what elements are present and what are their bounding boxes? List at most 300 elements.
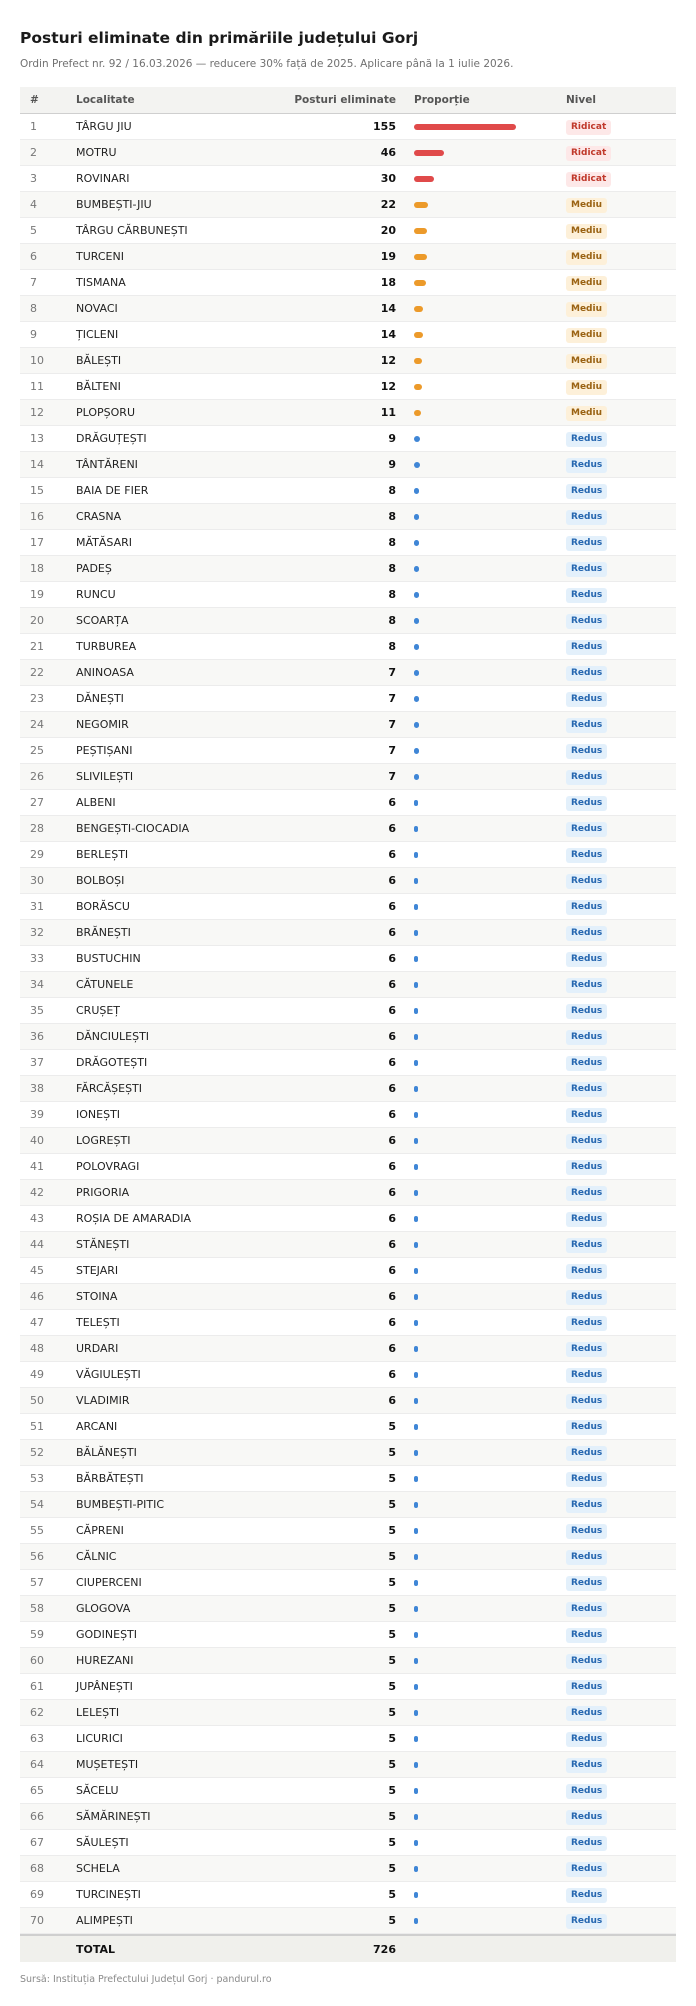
table-row: [20, 1206, 676, 1232]
table-row: [20, 894, 676, 920]
row-level: [566, 353, 676, 369]
page-title: Posturi eliminate din primăriile județului Gorj: [20, 29, 419, 47]
row-posts: 6: [388, 1030, 396, 1043]
table-row: [20, 426, 676, 452]
row-index: 41: [30, 1160, 44, 1173]
row-level: [566, 1393, 676, 1409]
proportion-bar: [414, 1788, 418, 1794]
level-badge: Redus: [566, 1420, 607, 1435]
row-proportion: [400, 1242, 566, 1248]
row-index: 31: [30, 900, 44, 913]
row-level: [566, 275, 676, 291]
row-index: 8: [30, 302, 37, 315]
row-locality: JUPÂNEȘTI: [76, 1680, 133, 1693]
row-level: [566, 1757, 676, 1773]
row-locality: DRĂGUȚEȘTI: [76, 432, 147, 445]
level-badge: Redus: [566, 1108, 607, 1123]
table-row: [20, 764, 676, 790]
proportion-bar: [414, 1606, 418, 1612]
row-posts: 5: [388, 1784, 396, 1797]
level-badge: Redus: [566, 666, 607, 681]
row-proportion: [400, 1736, 566, 1742]
row-posts: 14: [380, 302, 396, 315]
level-badge: Redus: [566, 562, 607, 577]
level-badge: Redus: [566, 536, 607, 551]
level-badge: Mediu: [566, 198, 607, 213]
row-posts: 6: [388, 900, 396, 913]
row-proportion: [400, 306, 566, 312]
table-row: [20, 842, 676, 868]
row-posts: 5: [388, 1472, 396, 1485]
row-index: 47: [30, 1316, 44, 1329]
table-row: [20, 738, 676, 764]
row-proportion: [400, 1008, 566, 1014]
proportion-bar: [414, 254, 427, 260]
row-locality: BUSTUCHIN: [76, 952, 141, 965]
level-badge: Ridicat: [566, 172, 611, 187]
proportion-bar: [414, 202, 428, 208]
row-index: 45: [30, 1264, 44, 1277]
row-index: 11: [30, 380, 44, 393]
level-badge: Redus: [566, 432, 607, 447]
row-posts: 5: [388, 1446, 396, 1459]
header-locality: Localitate: [76, 94, 135, 106]
proportion-bar: [414, 1684, 418, 1690]
header-level: Nivel: [566, 94, 596, 106]
row-locality: BĂLEȘTI: [76, 354, 122, 367]
table-row: [20, 1388, 676, 1414]
row-level: [566, 1419, 676, 1435]
row-index: 27: [30, 796, 44, 809]
level-badge: Redus: [566, 1836, 607, 1851]
proportion-bar: [414, 1424, 418, 1430]
row-level: [566, 171, 676, 187]
row-locality: DĂNCIULEȘTI: [76, 1030, 150, 1043]
row-locality: PEȘTIȘANI: [76, 744, 133, 757]
row-locality: LOGREȘTI: [76, 1134, 131, 1147]
proportion-bar: [414, 1632, 418, 1638]
row-index: 36: [30, 1030, 44, 1043]
proportion-bar: [414, 1034, 418, 1040]
row-posts: 6: [388, 978, 396, 991]
proportion-bar: [414, 1086, 418, 1092]
row-proportion: [400, 1606, 566, 1612]
row-locality: HUREZANI: [76, 1654, 134, 1667]
proportion-bar: [414, 228, 427, 234]
row-index: 3: [30, 172, 37, 185]
row-locality: DRĂGOTEȘTI: [76, 1056, 148, 1069]
row-level: [566, 1055, 676, 1071]
row-proportion: [400, 1658, 566, 1664]
row-proportion: [400, 1502, 566, 1508]
proportion-bar: [414, 1216, 418, 1222]
row-posts: 5: [388, 1810, 396, 1823]
table-row: [20, 218, 676, 244]
row-proportion: [400, 1164, 566, 1170]
table-row: [20, 244, 676, 270]
row-index: 60: [30, 1654, 44, 1667]
proportion-bar: [414, 1866, 418, 1872]
table-row: [20, 1622, 676, 1648]
row-posts: 9: [388, 432, 396, 445]
row-posts: 20: [380, 224, 396, 237]
row-index: 18: [30, 562, 44, 575]
proportion-bar: [414, 306, 423, 312]
row-posts: 6: [388, 1108, 396, 1121]
row-locality: TISMANA: [76, 276, 126, 289]
level-badge: Redus: [566, 1368, 607, 1383]
proportion-bar: [414, 800, 418, 806]
proportion-bar: [414, 488, 419, 494]
row-level: [566, 457, 676, 473]
row-index: 30: [30, 874, 44, 887]
row-proportion: [400, 1086, 566, 1092]
row-index: 48: [30, 1342, 44, 1355]
row-proportion: [400, 1190, 566, 1196]
proportion-bar: [414, 332, 423, 338]
row-proportion: [400, 956, 566, 962]
row-locality: IONEȘTI: [76, 1108, 121, 1121]
row-posts: 6: [388, 1238, 396, 1251]
row-posts: 6: [388, 1056, 396, 1069]
row-level: [566, 1627, 676, 1643]
proportion-bar: [414, 1892, 418, 1898]
row-locality: BERLEȘTI: [76, 848, 129, 861]
row-locality: ARCANI: [76, 1420, 118, 1433]
table-row: [20, 1570, 676, 1596]
level-badge: Mediu: [566, 250, 607, 265]
row-locality: SĂCELU: [76, 1784, 119, 1797]
proportion-bar: [414, 956, 418, 962]
level-badge: Mediu: [566, 328, 607, 343]
row-locality: MOTRU: [76, 146, 117, 159]
table-row: [20, 478, 676, 504]
source-note: Sursă: Instituția Prefectului Județul Gorj · pandurul.ro: [20, 1974, 272, 1985]
row-locality: SĂMĂRINEȘTI: [76, 1810, 151, 1823]
row-locality: BĂLTENI: [76, 380, 121, 393]
row-index: 24: [30, 718, 44, 731]
row-proportion: [400, 1450, 566, 1456]
level-badge: Redus: [566, 1212, 607, 1227]
proportion-bar: [414, 150, 444, 156]
row-posts: 30: [380, 172, 396, 185]
row-locality: LELEȘTI: [76, 1706, 120, 1719]
row-proportion: [400, 800, 566, 806]
proportion-bar: [414, 1164, 418, 1170]
row-locality: LICURICI: [76, 1732, 123, 1745]
proportion-bar: [414, 1814, 418, 1820]
table-row: [20, 1050, 676, 1076]
row-index: 67: [30, 1836, 44, 1849]
row-posts: 6: [388, 1316, 396, 1329]
row-proportion: [400, 1580, 566, 1586]
row-posts: 6: [388, 1394, 396, 1407]
row-proportion: [400, 488, 566, 494]
proportion-bar: [414, 696, 419, 702]
proportion-bar: [414, 878, 418, 884]
row-index: 17: [30, 536, 44, 549]
row-level: [566, 1445, 676, 1461]
row-index: 70: [30, 1914, 44, 1927]
proportion-bar: [414, 1060, 418, 1066]
proportion-bar: [414, 384, 422, 390]
row-locality: TURBUREA: [76, 640, 137, 653]
table-row: [20, 192, 676, 218]
row-level: [566, 1783, 676, 1799]
row-level: [566, 1159, 676, 1175]
table-row: [20, 790, 676, 816]
proportion-bar: [414, 1450, 418, 1456]
row-proportion: [400, 176, 566, 182]
proportion-bar: [414, 410, 421, 416]
row-proportion: [400, 878, 566, 884]
row-posts: 6: [388, 1290, 396, 1303]
row-level: [566, 1133, 676, 1149]
row-posts: 46: [380, 146, 396, 159]
row-level: [566, 665, 676, 681]
row-posts: 7: [388, 718, 396, 731]
proportion-bar: [414, 1476, 418, 1482]
row-locality: CIUPERCENI: [76, 1576, 142, 1589]
row-locality: BORĂSCU: [76, 900, 130, 913]
table-row: [20, 712, 676, 738]
row-level: [566, 1549, 676, 1565]
proportion-bar: [414, 1528, 418, 1534]
level-badge: Redus: [566, 1524, 607, 1539]
table-row: [20, 1128, 676, 1154]
row-posts: 7: [388, 770, 396, 783]
row-proportion: [400, 1476, 566, 1482]
proportion-bar: [414, 1138, 418, 1144]
row-proportion: [400, 1060, 566, 1066]
level-badge: Mediu: [566, 406, 607, 421]
header-posts: Posturi eliminate: [294, 94, 396, 106]
row-locality: ALIMPEȘTI: [76, 1914, 133, 1927]
table-row: [20, 504, 676, 530]
table-row: [20, 452, 676, 478]
row-posts: 6: [388, 874, 396, 887]
row-index: 49: [30, 1368, 44, 1381]
level-badge: Redus: [566, 1004, 607, 1019]
row-index: 53: [30, 1472, 44, 1485]
level-badge: Redus: [566, 1472, 607, 1487]
row-level: [566, 873, 676, 889]
row-level: [566, 717, 676, 733]
proportion-bar: [414, 982, 418, 988]
row-locality: BUMBEȘTI-JIU: [76, 198, 152, 211]
level-badge: Redus: [566, 822, 607, 837]
table-row: [20, 1232, 676, 1258]
row-locality: BUMBEȘTI-PITIC: [76, 1498, 165, 1511]
row-proportion: [400, 644, 566, 650]
row-proportion: [400, 826, 566, 832]
row-posts: 6: [388, 1160, 396, 1173]
row-posts: 5: [388, 1914, 396, 1927]
table-row: [20, 1492, 676, 1518]
level-badge: Redus: [566, 900, 607, 915]
row-level: [566, 587, 676, 603]
proportion-bar: [414, 1502, 418, 1508]
row-locality: TELEȘTI: [76, 1316, 120, 1329]
table-row: [20, 1024, 676, 1050]
proportion-bar: [414, 1242, 418, 1248]
level-badge: Redus: [566, 588, 607, 603]
row-level: [566, 951, 676, 967]
table-row: [20, 660, 676, 686]
row-posts: 6: [388, 1368, 396, 1381]
level-badge: Redus: [566, 1758, 607, 1773]
row-proportion: [400, 982, 566, 988]
row-locality: STĂNEȘTI: [76, 1238, 130, 1251]
row-posts: 5: [388, 1888, 396, 1901]
row-level: [566, 743, 676, 759]
proportion-bar: [414, 826, 418, 832]
row-level: [566, 1263, 676, 1279]
row-level: [566, 1289, 676, 1305]
row-proportion: [400, 774, 566, 780]
row-posts: 5: [388, 1862, 396, 1875]
row-index: 22: [30, 666, 44, 679]
row-proportion: [400, 150, 566, 156]
page: [20, 0, 676, 1985]
row-locality: POLOVRAGI: [76, 1160, 140, 1173]
level-badge: Redus: [566, 1264, 607, 1279]
level-badge: Redus: [566, 1290, 607, 1305]
row-level: [566, 1185, 676, 1201]
level-badge: Mediu: [566, 302, 607, 317]
proportion-bar: [414, 904, 418, 910]
row-level: [566, 1679, 676, 1695]
row-level: [566, 769, 676, 785]
row-locality: ROȘIA DE AMARADIA: [76, 1212, 191, 1225]
row-level: [566, 1653, 676, 1669]
level-badge: Redus: [566, 744, 607, 759]
page-subtitle: Ordin Prefect nr. 92 / 16.03.2026 — reducere 30% față de 2025. Aplicare până la 1 iulie 2026.: [20, 58, 514, 70]
row-posts: 12: [380, 354, 396, 367]
level-badge: Redus: [566, 1576, 607, 1591]
proportion-bar: [414, 436, 420, 442]
row-index: 39: [30, 1108, 44, 1121]
proportion-bar: [414, 358, 422, 364]
row-level: [566, 1003, 676, 1019]
row-index: 4: [30, 198, 37, 211]
row-locality: TURCENI: [76, 250, 124, 263]
row-locality: BĂRBĂTEȘTI: [76, 1472, 144, 1485]
table-row: [20, 1778, 676, 1804]
row-proportion: [400, 1398, 566, 1404]
row-proportion: [400, 1112, 566, 1118]
proportion-bar: [414, 1736, 418, 1742]
row-level: [566, 1887, 676, 1903]
table-row: [20, 1258, 676, 1284]
row-locality: ANINOASA: [76, 666, 134, 679]
row-index: 64: [30, 1758, 44, 1771]
row-index: 19: [30, 588, 44, 601]
row-posts: 9: [388, 458, 396, 471]
row-proportion: [400, 1034, 566, 1040]
row-level: [566, 691, 676, 707]
row-index: 13: [30, 432, 44, 445]
level-badge: Mediu: [566, 354, 607, 369]
row-level: [566, 197, 676, 213]
row-index: 7: [30, 276, 37, 289]
proportion-bar: [414, 1346, 418, 1352]
level-badge: Redus: [566, 1654, 607, 1669]
row-index: 59: [30, 1628, 44, 1641]
row-index: 51: [30, 1420, 44, 1433]
row-locality: SCHELA: [76, 1862, 120, 1875]
row-index: 63: [30, 1732, 44, 1745]
row-posts: 8: [388, 640, 396, 653]
row-posts: 5: [388, 1576, 396, 1589]
total-label: TOTAL: [76, 1942, 116, 1956]
proportion-bar: [414, 280, 426, 286]
level-badge: Mediu: [566, 224, 607, 239]
table-row: [20, 946, 676, 972]
row-index: 29: [30, 848, 44, 861]
table-row: [20, 972, 676, 998]
row-index: 55: [30, 1524, 44, 1537]
row-level: [566, 431, 676, 447]
level-badge: Redus: [566, 510, 607, 525]
table-row: [20, 1856, 676, 1882]
table-row: [20, 1752, 676, 1778]
row-level: [566, 1835, 676, 1851]
row-proportion: [400, 1762, 566, 1768]
row-level: [566, 1575, 676, 1591]
row-locality: PRIGORIA: [76, 1186, 130, 1199]
proportion-bar: [414, 1658, 418, 1664]
proportion-bar: [414, 176, 434, 182]
row-index: 6: [30, 250, 37, 263]
table-row: [20, 1284, 676, 1310]
row-posts: 8: [388, 484, 396, 497]
level-badge: Redus: [566, 1238, 607, 1253]
row-level: [566, 249, 676, 265]
row-proportion: [400, 1268, 566, 1274]
table-body: [20, 114, 676, 1934]
row-posts: 5: [388, 1706, 396, 1719]
row-proportion: [400, 904, 566, 910]
row-locality: MĂTĂSARI: [76, 536, 133, 549]
table-row: [20, 400, 676, 426]
row-level: [566, 639, 676, 655]
row-posts: 5: [388, 1654, 396, 1667]
row-level: [566, 1315, 676, 1331]
row-proportion: [400, 358, 566, 364]
row-level: [566, 821, 676, 837]
row-proportion: [400, 930, 566, 936]
row-index: 50: [30, 1394, 44, 1407]
row-index: 68: [30, 1862, 44, 1875]
row-posts: 8: [388, 536, 396, 549]
proportion-bar: [414, 566, 419, 572]
row-posts: 6: [388, 1212, 396, 1225]
table-row: [20, 1466, 676, 1492]
row-index: 40: [30, 1134, 44, 1147]
row-proportion: [400, 462, 566, 468]
row-posts: 6: [388, 1264, 396, 1277]
level-badge: Redus: [566, 1888, 607, 1903]
table-row: [20, 816, 676, 842]
table-row: [20, 296, 676, 322]
row-locality: NEGOMIR: [76, 718, 129, 731]
table-row: [20, 920, 676, 946]
table-row: [20, 374, 676, 400]
level-badge: Redus: [566, 1342, 607, 1357]
row-proportion: [400, 228, 566, 234]
proportion-bar: [414, 670, 419, 676]
